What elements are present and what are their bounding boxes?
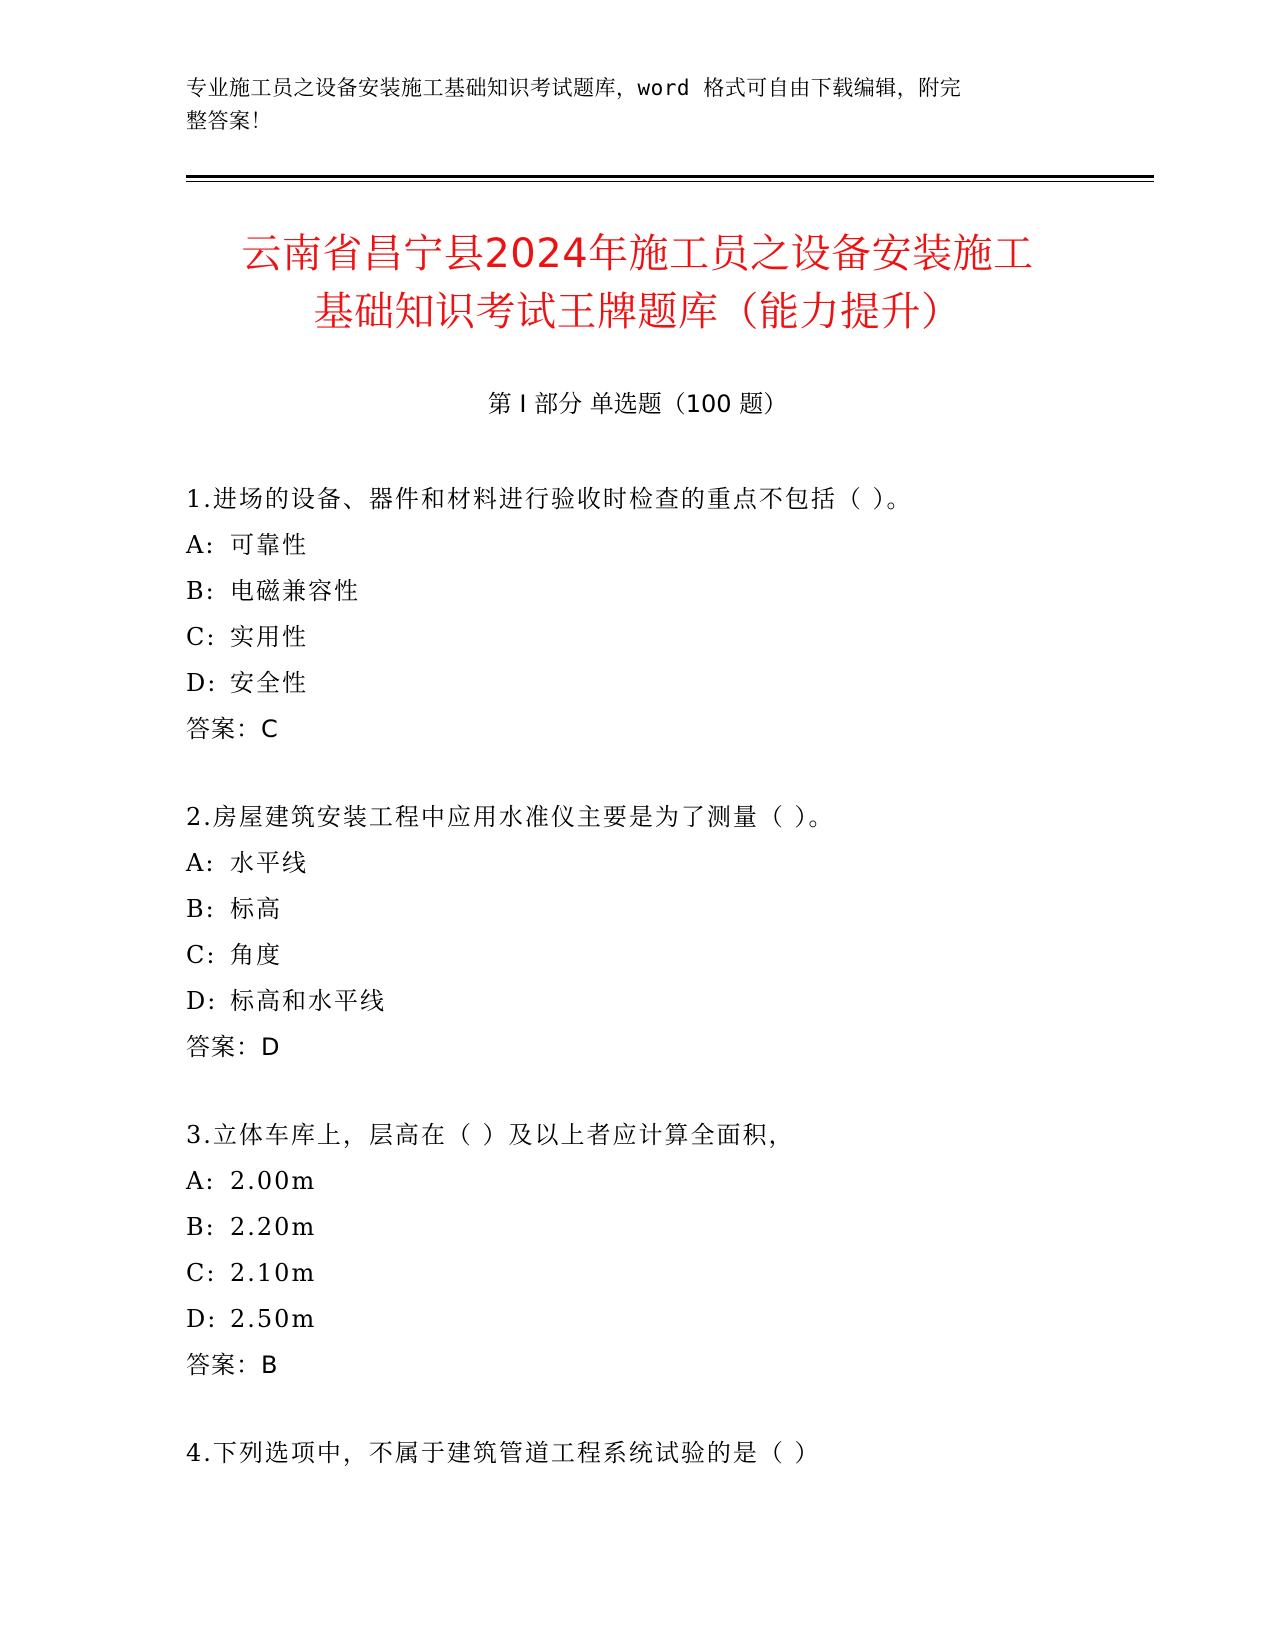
question-stem: 1.进场的设备、器件和材料进行验收时检查的重点不包括（ ）。 — [186, 485, 913, 513]
header-divider-thick — [186, 175, 1154, 178]
option-a — [186, 522, 1154, 568]
option-text: 电磁兼容性 — [230, 577, 360, 605]
option-key: C: — [186, 623, 217, 651]
document-title-line-1: 云南省昌宁县2024年施工员之设备安装施工 — [241, 231, 1034, 277]
option-text: 2.20m — [230, 1213, 317, 1241]
option-key: A: — [186, 531, 216, 559]
option-a — [186, 1158, 1154, 1204]
question-list — [186, 476, 1154, 1518]
option-c — [186, 614, 1154, 660]
document-title-line-2: 基础知识考试王牌题库（能力提升） — [313, 289, 962, 335]
question-stem: 4.下列选项中，不属于建筑管道工程系统试验的是（ ） — [186, 1439, 821, 1467]
header-note — [186, 72, 1066, 138]
option-key: C: — [186, 941, 217, 969]
option-text: 水平线 — [230, 849, 308, 877]
option-a — [186, 840, 1154, 886]
option-b — [186, 1204, 1154, 1250]
option-text: 2.10m — [230, 1259, 317, 1287]
option-c — [186, 932, 1154, 978]
option-b — [186, 886, 1154, 932]
section-heading: 第 I 部分 单选题（100 题） — [487, 390, 788, 418]
header-note-line-2: 整答案！ — [186, 109, 272, 133]
option-c — [186, 1250, 1154, 1296]
option-key: B: — [186, 577, 216, 605]
header-divider-thin — [186, 181, 1154, 182]
answer-line: 答案：D — [186, 1033, 281, 1061]
option-text: 2.50m — [230, 1305, 317, 1333]
option-text: 角度 — [230, 941, 282, 969]
option-b — [186, 568, 1154, 614]
option-text: 2.00m — [230, 1167, 317, 1195]
question-1 — [186, 476, 1154, 752]
option-key: C: — [186, 1259, 217, 1287]
header-note-line-1: 专业施工员之设备安装施工基础知识考试题库，word 格式可自由下载编辑，附完 — [186, 76, 962, 100]
option-key: D: — [186, 669, 218, 697]
option-text: 标高和水平线 — [230, 987, 386, 1015]
document-title — [150, 225, 1125, 341]
option-key: D: — [186, 987, 218, 1015]
option-text: 标高 — [230, 895, 282, 923]
question-2 — [186, 794, 1154, 1070]
option-d — [186, 978, 1154, 1024]
answer-line: 答案：C — [186, 715, 279, 743]
option-text: 实用性 — [230, 623, 308, 651]
option-text: 安全性 — [230, 669, 308, 697]
option-d — [186, 1296, 1154, 1342]
option-d — [186, 660, 1154, 706]
option-text: 可靠性 — [230, 531, 308, 559]
option-key: B: — [186, 895, 216, 923]
option-key: D: — [186, 1305, 218, 1333]
option-key: B: — [186, 1213, 216, 1241]
question-stem: 2.房屋建筑安装工程中应用水准仪主要是为了测量（ ）。 — [186, 803, 835, 831]
option-key: A: — [186, 849, 216, 877]
question-3 — [186, 1112, 1154, 1388]
question-4 — [186, 1430, 1154, 1476]
answer-line: 答案：B — [186, 1351, 279, 1379]
option-key: A: — [186, 1167, 216, 1195]
question-stem: 3.立体车库上，层高在（ ）及以上者应计算全面积， — [186, 1121, 795, 1149]
